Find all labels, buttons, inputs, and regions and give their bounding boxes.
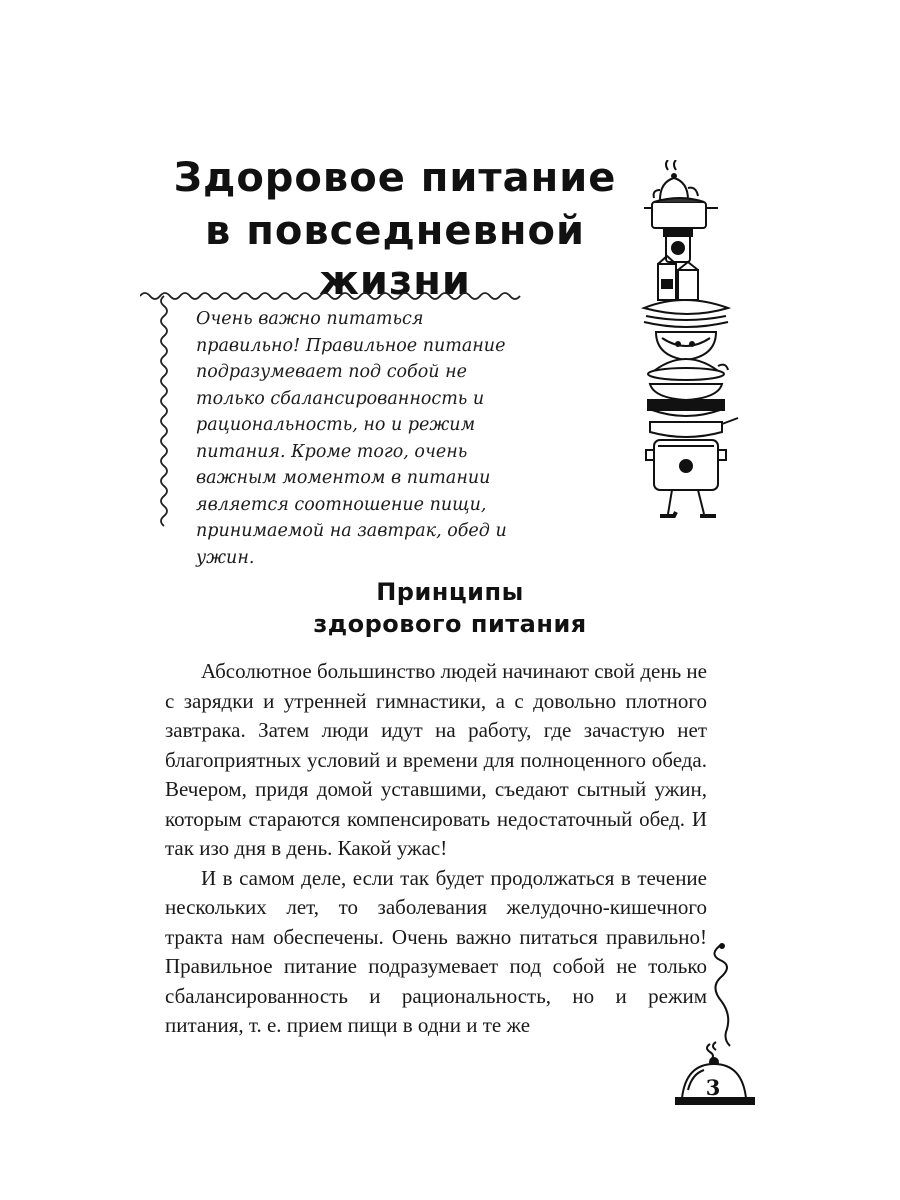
page-number: 3 <box>705 1075 721 1100</box>
section-heading-line-1: Принципы <box>376 578 524 606</box>
chapter-title-line-1: Здоровое питание <box>173 155 617 201</box>
stacked-food-tower-icon <box>636 160 740 530</box>
body-paragraph-1: Абсолютное большинство людей начинают свой день не с зарядки и утренней гимнастики, а с довольно плотного завтрака. Затем люди идут на работу, где зачастую нет благоприятных условий и времени для полноценного обеда. Вечером, придя домой уставшими, съедают сытный ужин, которым стараются компенсировать недостаточный обед. И так изо дня в день. Какой ужас! <box>165 659 707 860</box>
intro-paragraph: Очень важно питаться правильно! Правильное питание подразумевает под собой не только сбалансированность и рациональность, но и режим питания. Кроме того, очень важным моментом в питании является соотношение пищи, принимаемой на завтрак, обед и ужин. <box>196 309 507 568</box>
section-heading-line-2: здорового питания <box>313 610 587 638</box>
chapter-title-line-2: в повседневной жизни <box>204 208 586 304</box>
section-heading <box>250 576 650 640</box>
body-text <box>165 657 707 1041</box>
margin-flourish-ornament <box>700 940 740 1050</box>
body-paragraph-2: И в самом деле, если так будет продолжаться в течение нескольких лет, то заболевания желудочно-кишечного тракта нам обеспечены. Очень важно питаться правильно! Правильное питание подразумевает под собой не только сбалансированность и рациональность, но и режим питания, т. е. прием пищи в одни и те же <box>165 865 707 1037</box>
